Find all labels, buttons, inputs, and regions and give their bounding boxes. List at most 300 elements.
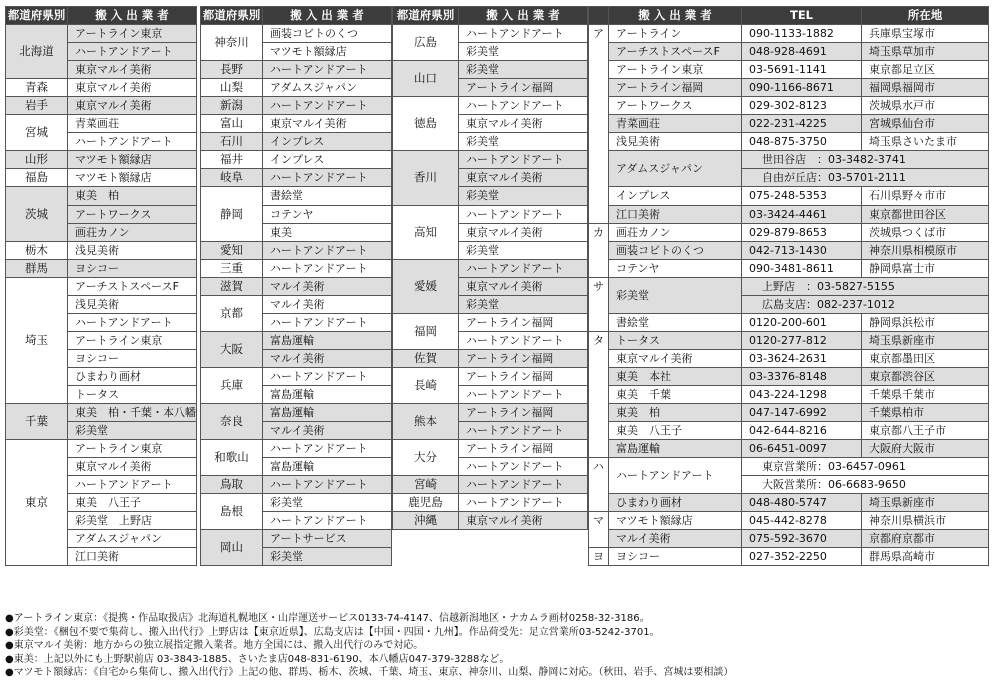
table-row: [201, 133, 392, 151]
prefecture-cell: 神奈川: [201, 25, 263, 61]
mover-name: ハートアンドアート: [459, 494, 588, 512]
mover-name: アートサービス: [263, 530, 392, 548]
note-line: ●アートライン東京：《提携・作品取扱店》北海道札幌地区・山岸運送サービス0133-74-4147、信越新潟地区・ナカムラ画材0258-32-3186。: [5, 613, 650, 624]
address: 東京都足立区: [862, 61, 989, 79]
phone-number: 027-352-2250: [742, 548, 862, 566]
mover-name: 彩美堂: [609, 277, 742, 313]
address: 兵庫県宝塚市: [862, 25, 989, 43]
mover-name: ヨシコー: [68, 349, 197, 367]
table-row: [6, 259, 197, 277]
table-row: [393, 512, 588, 530]
note-line: ●東美：上記以外にも上野駅前店 03-3843-1885、さいたま店048-831-6190、本八幡店047-379-3288など。: [5, 653, 510, 665]
kana-index: カ: [589, 223, 609, 277]
table-row: [6, 241, 197, 259]
phone-number: 022-231-4225: [742, 115, 862, 133]
mover-name: 江口美術: [68, 548, 197, 566]
address: 群馬県高崎市: [862, 548, 989, 566]
mover-name: ハートアンドアート: [263, 241, 392, 259]
table-row: [589, 422, 989, 440]
mover-name: ハートアンドアート: [459, 458, 588, 476]
table-row: [393, 25, 588, 43]
mover-name: 東美 八王子: [68, 494, 197, 512]
phone-number: 029-879-8653: [742, 223, 862, 241]
mover-name: 東美 八王子: [609, 422, 742, 440]
kana-index: タ: [589, 331, 609, 457]
mover-name: 富島運輸: [263, 385, 392, 403]
kana-index: ア: [589, 25, 609, 224]
table-row: [589, 331, 989, 349]
header-prefecture: 都道府県別: [393, 7, 459, 25]
phone-number: 043-224-1298: [742, 385, 862, 403]
table-row: [201, 440, 392, 458]
mover-name: 青菜画荘: [609, 115, 742, 133]
table-row: [201, 79, 392, 97]
prefecture-cell: 滋賀: [201, 277, 263, 295]
mover-name: ハートアンドアート: [459, 25, 588, 43]
mover-name: ハートアンドアート: [459, 331, 588, 349]
mover-name: 青菜画荘: [68, 115, 197, 133]
address: 静岡県浜松市: [862, 313, 989, 331]
mover-name: ハートアンドアート: [459, 97, 588, 115]
mover-name: アートライン東京: [68, 25, 197, 43]
table-row: [6, 277, 197, 295]
phone-number: 048-928-4691: [742, 43, 862, 61]
prefecture-cell: 石川: [201, 133, 263, 151]
table-row: [6, 440, 197, 458]
table-row: [201, 259, 392, 277]
table-row: [201, 404, 392, 422]
mover-name: インプレス: [263, 133, 392, 151]
mover-name: 東美: [263, 223, 392, 241]
kana-index: ハ: [589, 458, 609, 512]
mover-name: アートライン福岡: [459, 367, 588, 385]
table-row: [201, 530, 392, 548]
mover-name: ハートアンドアート: [263, 512, 392, 530]
prefecture-cell: 茨城: [6, 187, 68, 241]
mover-name: マルイ美術: [263, 349, 392, 367]
phone-number: 03-3424-4461: [742, 205, 862, 223]
mover-name: トータス: [609, 331, 742, 349]
table-row: [589, 367, 989, 385]
address: 宮城県仙台市: [862, 115, 989, 133]
table-row: [589, 187, 989, 205]
mover-name: ハートアンドアート: [68, 476, 197, 494]
table-row: [393, 97, 588, 115]
mover-name: アダムスジャパン: [68, 530, 197, 548]
mover-name: ハートアンドアート: [459, 476, 588, 494]
mover-name: アートライン: [609, 25, 742, 43]
table-row: [589, 349, 989, 367]
mover-name: マルイ美術: [263, 422, 392, 440]
mover-name: 書絵堂: [609, 313, 742, 331]
mover-name: アートライン福岡: [459, 349, 588, 367]
table-row: [589, 548, 989, 566]
address: 埼玉県新座市: [862, 494, 989, 512]
mover-name: マツモト額縁店: [68, 169, 197, 187]
mover-name: マルイ美術: [263, 295, 392, 313]
mover-name: 江口美術: [609, 205, 742, 223]
mover-name: 浅見美術: [609, 133, 742, 151]
address: 千葉県柏市: [862, 404, 989, 422]
address: 東京都世田谷区: [862, 205, 989, 223]
phone-number: 048-480-5747: [742, 494, 862, 512]
mover-name: 富島運輸: [263, 458, 392, 476]
table-row: [589, 223, 989, 241]
address: 福岡県福岡市: [862, 79, 989, 97]
header-mover: 搬 入 出 業 者: [263, 7, 392, 25]
branch-contact: 上野店 ：03-5827-5155: [742, 277, 989, 295]
mover-name: 彩美堂: [459, 295, 588, 313]
header-kana: [589, 7, 609, 25]
prefecture-cell: 愛知: [201, 241, 263, 259]
table-row: [589, 259, 989, 277]
mover-name: ハートアンドアート: [263, 440, 392, 458]
kana-index: サ: [589, 277, 609, 331]
table-row: [201, 151, 392, 169]
mover-name: アートワークス: [609, 97, 742, 115]
mover-name: ヨシコー: [68, 259, 197, 277]
table-row: [589, 385, 989, 403]
prefecture-cell: 高知: [393, 205, 459, 259]
table-row: [589, 43, 989, 61]
address: 茨城県つくば市: [862, 223, 989, 241]
mover-name: アートライン東京: [68, 440, 197, 458]
mover-name: ひまわり画材: [68, 367, 197, 385]
mover-name: ハートアンドアート: [263, 367, 392, 385]
mover-name: マルイ美術: [263, 277, 392, 295]
note-line: ●東京マルイ美術：地方からの独立展指定搬入業者。地方全国には、搬入出代行のみで対応。: [5, 640, 424, 652]
prefecture-cell: 東京: [6, 440, 68, 566]
table-row: [393, 367, 588, 385]
phone-number: 03-5691-1141: [742, 61, 862, 79]
prefecture-cell: 宮城: [6, 115, 68, 151]
mover-name: ヨシコー: [609, 548, 742, 566]
phone-number: 03-3376-8148: [742, 367, 862, 385]
address: 東京都墨田区: [862, 349, 989, 367]
table-row: [589, 25, 989, 43]
prefecture-cell: 長野: [201, 61, 263, 79]
prefecture-cell: 島根: [201, 494, 263, 530]
mover-name: 東京マルイ美術: [68, 79, 197, 97]
mover-name: マツモト額縁店: [263, 43, 392, 61]
mover-name: 浅見美術: [68, 241, 197, 259]
mover-name: ハートアンドアート: [263, 61, 392, 79]
prefecture-cell: 青森: [6, 79, 68, 97]
table-row: [589, 115, 989, 133]
mover-name: トータス: [68, 385, 197, 403]
address: 埼玉県さいたま市: [862, 133, 989, 151]
branch-contact: 大阪営業所：06-6683-9650: [742, 476, 989, 494]
phone-number: 047-147-6992: [742, 404, 862, 422]
prefecture-cell: 徳島: [393, 97, 459, 151]
mover-name: 東京マルイ美術: [459, 277, 588, 295]
branch-contact: 自由が丘店：03-5701-2111: [742, 169, 989, 187]
mover-name: アートライン福岡: [459, 440, 588, 458]
address: 神奈川県相模原市: [862, 241, 989, 259]
address: 埼玉県新座市: [862, 331, 989, 349]
prefecture-cell: 熊本: [393, 404, 459, 440]
mover-name: 彩美堂: [459, 187, 588, 205]
mover-name: ハートアンドアート: [263, 313, 392, 331]
mover-name: アートライン福岡: [459, 313, 588, 331]
table-row: [589, 458, 989, 476]
table-row: [589, 61, 989, 79]
branch-contact: 世田谷店 ：03-3482-3741: [742, 151, 989, 169]
mover-name: マルイ美術: [609, 530, 742, 548]
phone-number: 042-644-8216: [742, 422, 862, 440]
notes: [5, 612, 733, 680]
prefecture-table-3: [392, 6, 588, 530]
phone-number: 0120-277-812: [742, 331, 862, 349]
table-row: [589, 151, 989, 169]
phone-number: 090-3481-8611: [742, 259, 862, 277]
mover-name: マツモト額縁店: [609, 512, 742, 530]
mover-name: マツモト額縁店: [68, 151, 197, 169]
table-row: [201, 169, 392, 187]
table-row: [393, 440, 588, 458]
prefecture-cell: 岡山: [201, 530, 263, 566]
mover-name: 東美 柏: [68, 187, 197, 205]
table-row: [393, 494, 588, 512]
mover-name: 東京マルイ美術: [459, 169, 588, 187]
table-row: [6, 115, 197, 133]
mover-name: 東美 本社: [609, 367, 742, 385]
mover-name: 彩美堂: [459, 61, 588, 79]
table-row: [201, 187, 392, 205]
mover-name: 彩美堂: [263, 548, 392, 566]
phone-number: 090-1166-8671: [742, 79, 862, 97]
table-row: [201, 97, 392, 115]
table-row: [6, 25, 197, 43]
address: 神奈川県横浜市: [862, 512, 989, 530]
prefecture-cell: 福井: [201, 151, 263, 169]
mover-name: アートライン福岡: [609, 79, 742, 97]
prefecture-table-1: [5, 6, 197, 566]
mover-name: 富島運輸: [263, 331, 392, 349]
mover-name: アーチストスペースF: [609, 43, 742, 61]
mover-name: 富島運輸: [263, 404, 392, 422]
prefecture-cell: 佐賀: [393, 349, 459, 367]
table-row: [393, 476, 588, 494]
prefecture-cell: 大分: [393, 440, 459, 476]
mover-name: 画荘カノン: [609, 223, 742, 241]
table-row: [589, 313, 989, 331]
mover-name: 彩美堂: [459, 133, 588, 151]
table-row: [6, 79, 197, 97]
header-mover: 搬 入 出 業 者: [459, 7, 588, 25]
mover-name: ハートアンドアート: [459, 151, 588, 169]
table-row: [393, 259, 588, 277]
mover-name: ハートアンドアート: [609, 458, 742, 494]
mover-name: 東京マルイ美術: [609, 349, 742, 367]
mover-name: ハートアンドアート: [459, 422, 588, 440]
phone-number: 029-302-8123: [742, 97, 862, 115]
mover-name: 画装コビトのくつ: [609, 241, 742, 259]
mover-name: ハートアンドアート: [68, 133, 197, 151]
note-line: ●彩美堂：《梱包不要で集荷し、搬入出代行》上野店は【東京近県】、広島支店は【中国・四国・九州】。作品荷受先：足立営業所03-5242-3701。: [5, 626, 660, 638]
phone-number: 03-3624-2631: [742, 349, 862, 367]
table-row: [589, 79, 989, 97]
table-row: [201, 331, 392, 349]
mover-name: 彩美堂: [263, 494, 392, 512]
prefecture-cell: 大阪: [201, 331, 263, 367]
mover-name: 東京マルイ美術: [68, 61, 197, 79]
mover-name: アートワークス: [68, 205, 197, 223]
note-line: ●マツモト額縁店：《自宅から集荷し、搬入出代行》上記の他、群馬、栃木、茨城、千葉、埼玉、東京、神奈川、山梨、静岡に対応。（秋田、岩手、宮城は要相談）: [5, 667, 734, 679]
prefecture-cell: 山形: [6, 151, 68, 169]
mover-name: 東京マルイ美術: [459, 223, 588, 241]
table-row: [201, 476, 392, 494]
phone-number: 042-713-1430: [742, 241, 862, 259]
phone-number: 045-442-8278: [742, 512, 862, 530]
table-row: [393, 61, 588, 79]
table-row: [201, 115, 392, 133]
table-row: [393, 404, 588, 422]
mover-name: ハートアンドアート: [263, 259, 392, 277]
prefecture-cell: 奈良: [201, 404, 263, 440]
branch-contact: 広島支店：082-237-1012: [742, 295, 989, 313]
address: 千葉県千葉市: [862, 385, 989, 403]
table-row: [589, 205, 989, 223]
mover-name: 東京マルイ美術: [459, 512, 588, 530]
phone-number: 06-6451-0097: [742, 440, 862, 458]
mover-name: アートライン福岡: [459, 79, 588, 97]
mover-name: ハートアンドアート: [459, 259, 588, 277]
mover-name: 彩美堂: [68, 422, 197, 440]
prefecture-cell: 栃木: [6, 241, 68, 259]
prefecture-cell: 北海道: [6, 25, 68, 79]
mover-name: アダムスジャパン: [263, 79, 392, 97]
table-row: [589, 512, 989, 530]
prefecture-cell: 京都: [201, 295, 263, 331]
table-row: [6, 187, 197, 205]
mover-name: 画荘カノン: [68, 223, 197, 241]
mover-name: 彩美堂 上野店: [68, 512, 197, 530]
mover-name: ハートアンドアート: [459, 205, 588, 223]
mover-name: ハートアンドアート: [263, 169, 392, 187]
header-address: 所在地: [862, 7, 989, 25]
header-tel: TEL: [742, 7, 862, 25]
table-row: [393, 349, 588, 367]
mover-name: アートライン東京: [68, 331, 197, 349]
prefecture-cell: 群馬: [6, 259, 68, 277]
branch-contact: 東京営業所：03-6457-0961: [742, 458, 989, 476]
table-row: [201, 241, 392, 259]
prefecture-cell: 岐阜: [201, 169, 263, 187]
prefecture-cell: 広島: [393, 25, 459, 61]
table-row: [589, 97, 989, 115]
table-row: [6, 404, 197, 422]
prefecture-cell: 香川: [393, 151, 459, 205]
address: 東京都八王子市: [862, 422, 989, 440]
prefecture-cell: 山口: [393, 61, 459, 97]
mover-name: 書絵堂: [263, 187, 392, 205]
mover-name: アダムスジャパン: [609, 151, 742, 187]
mover-name: 東京マルイ美術: [68, 458, 197, 476]
mover-name: アートライン東京: [609, 61, 742, 79]
phone-number: 075-592-3670: [742, 530, 862, 548]
mover-name: アーチストスペースF: [68, 277, 197, 295]
table-row: [6, 97, 197, 115]
kana-index: ヨ: [589, 548, 609, 566]
prefecture-cell: 沖縄: [393, 512, 459, 530]
mover-name: 富島運輸: [609, 440, 742, 458]
table-row: [589, 241, 989, 259]
mover-name: 東美 柏・千葉・本八幡: [68, 404, 197, 422]
prefecture-cell: 千葉: [6, 404, 68, 440]
prefecture-cell: 鹿児島: [393, 494, 459, 512]
prefecture-cell: 埼玉: [6, 277, 68, 403]
prefecture-cell: 兵庫: [201, 367, 263, 403]
mover-name: 画装コビトのくつ: [263, 25, 392, 43]
mover-name: 東美 千葉: [609, 385, 742, 403]
table-row: [589, 494, 989, 512]
prefecture-cell: 静岡: [201, 187, 263, 241]
mover-name: ハートアンドアート: [68, 313, 197, 331]
table-row: [589, 530, 989, 548]
prefecture-cell: 福島: [6, 169, 68, 187]
mover-name: インプレス: [609, 187, 742, 205]
phone-number: 048-875-3750: [742, 133, 862, 151]
mover-name: 東京マルイ美術: [459, 115, 588, 133]
mover-name: アートライン福岡: [459, 404, 588, 422]
table-row: [201, 295, 392, 313]
mover-name: 浅見美術: [68, 295, 197, 313]
mover-name: ひまわり画材: [609, 494, 742, 512]
prefecture-cell: 和歌山: [201, 440, 263, 476]
prefecture-cell: 福岡: [393, 313, 459, 349]
mover-name: コテンヤ: [609, 259, 742, 277]
table-row: [201, 61, 392, 79]
phone-number: 0120-200-601: [742, 313, 862, 331]
kana-index: マ: [589, 512, 609, 548]
mover-name: インプレス: [263, 151, 392, 169]
prefecture-cell: 長崎: [393, 367, 459, 403]
mover-name: ハートアンドアート: [459, 385, 588, 403]
mover-directory-table: [588, 6, 989, 566]
mover-name: 東京マルイ美術: [263, 115, 392, 133]
prefecture-cell: 新潟: [201, 97, 263, 115]
address: 東京都渋谷区: [862, 367, 989, 385]
prefecture-cell: 岩手: [6, 97, 68, 115]
table-row: [6, 151, 197, 169]
mover-name: 彩美堂: [459, 43, 588, 61]
mover-name: 彩美堂: [459, 241, 588, 259]
phone-number: 090-1133-1882: [742, 25, 862, 43]
table-row: [589, 277, 989, 295]
mover-name: 東美 柏: [609, 404, 742, 422]
address: 茨城県水戸市: [862, 97, 989, 115]
mover-name: ハートアンドアート: [263, 97, 392, 115]
prefecture-cell: 山梨: [201, 79, 263, 97]
table-row: [393, 313, 588, 331]
mover-name: コテンヤ: [263, 205, 392, 223]
address: 静岡県富士市: [862, 259, 989, 277]
header-mover: 搬 入 出 業 者: [609, 7, 742, 25]
prefecture-cell: 鳥取: [201, 476, 263, 494]
header-prefecture: 都道府県別: [6, 7, 68, 25]
address: 石川県野々市市: [862, 187, 989, 205]
prefecture-cell: 宮崎: [393, 476, 459, 494]
prefecture-cell: 三重: [201, 259, 263, 277]
address: 埼玉県草加市: [862, 43, 989, 61]
header-mover: 搬 入 出 業 者: [68, 7, 197, 25]
table-row: [393, 205, 588, 223]
table-row: [589, 133, 989, 151]
mover-name: 東京マルイ美術: [68, 97, 197, 115]
table-row: [201, 277, 392, 295]
table-row: [393, 151, 588, 169]
